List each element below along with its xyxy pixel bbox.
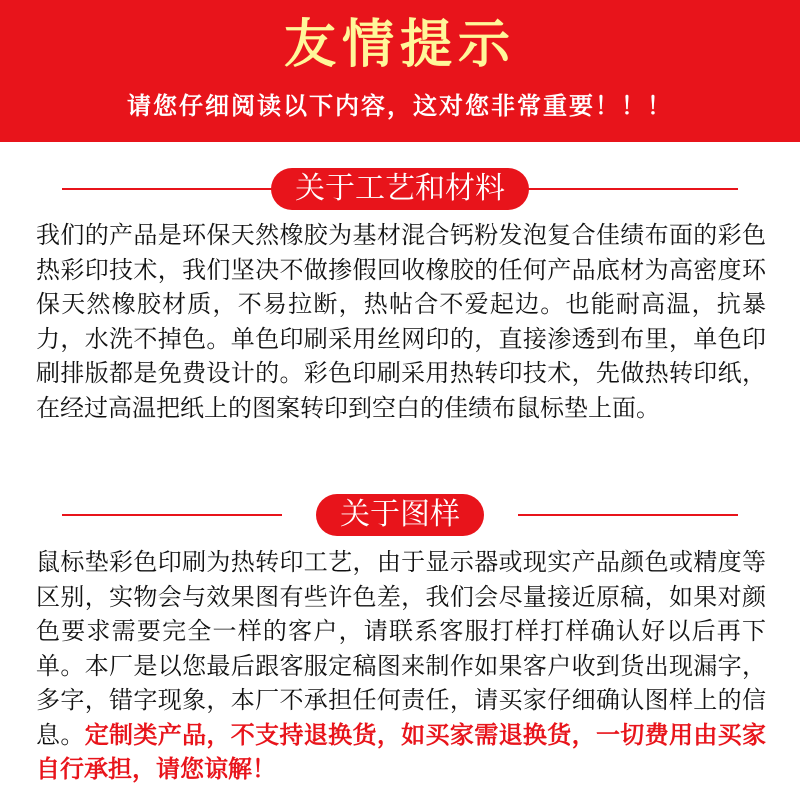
heading-divider-left: [62, 188, 282, 190]
no-return-warning: 定制类产品，不支持退换货，如买家需退换货，一切费用由买家自行承担，请您谅解！: [36, 720, 767, 783]
craft-paragraph: 我们的产品是环保天然橡胶为基材混合钙粉发泡复合佳绩布面的彩色热彩印技术，我们坚决不做掺假回收橡胶的任何产品底材为高密度环保天然橡胶材质，不易拉断，热帖合不爱起边。也能耐高温，抗暴力，水洗不掉色。单色印刷采用丝网印的，直接渗透到布里，单色印刷排版都是免费设计的。彩色印刷采用热转印技术，先做热转印纸，在经过高温把纸上的图案转印到空白的佳绩布鼠标垫上面。: [36, 221, 766, 422]
heading-divider-right: [518, 514, 738, 516]
pattern-body-text: 鼠标垫彩色印刷为热转印工艺，由于显示器或现实产品颜色或精度等区别，实物会与效果图有些许色差，我们会尽量接近原稿，如果对颜色要求需要完全一样的客户，请联系客服打样打样确认好以后再下单。本厂是以您最后跟客服定稿图来制作如果客户收到货出现漏字，多字，错字现象，本厂不承担任何责任，请买家仔细确认图样上的信息。: [36, 548, 766, 749]
section-title-craft: 关于工艺和材料: [271, 168, 529, 210]
section-title-pattern: 关于图样: [316, 494, 484, 536]
heading-divider-right: [518, 188, 738, 190]
banner-title: 友情提示: [283, 15, 516, 75]
heading-divider-left: [62, 514, 282, 516]
section-heading-craft: [0, 168, 800, 210]
section-heading-pattern: [0, 494, 800, 536]
banner-subtitle: 请您仔细阅读以下内容，这对您非常重要！！！: [127, 92, 673, 120]
pattern-paragraph: [36, 545, 766, 787]
header-banner: [0, 0, 800, 142]
